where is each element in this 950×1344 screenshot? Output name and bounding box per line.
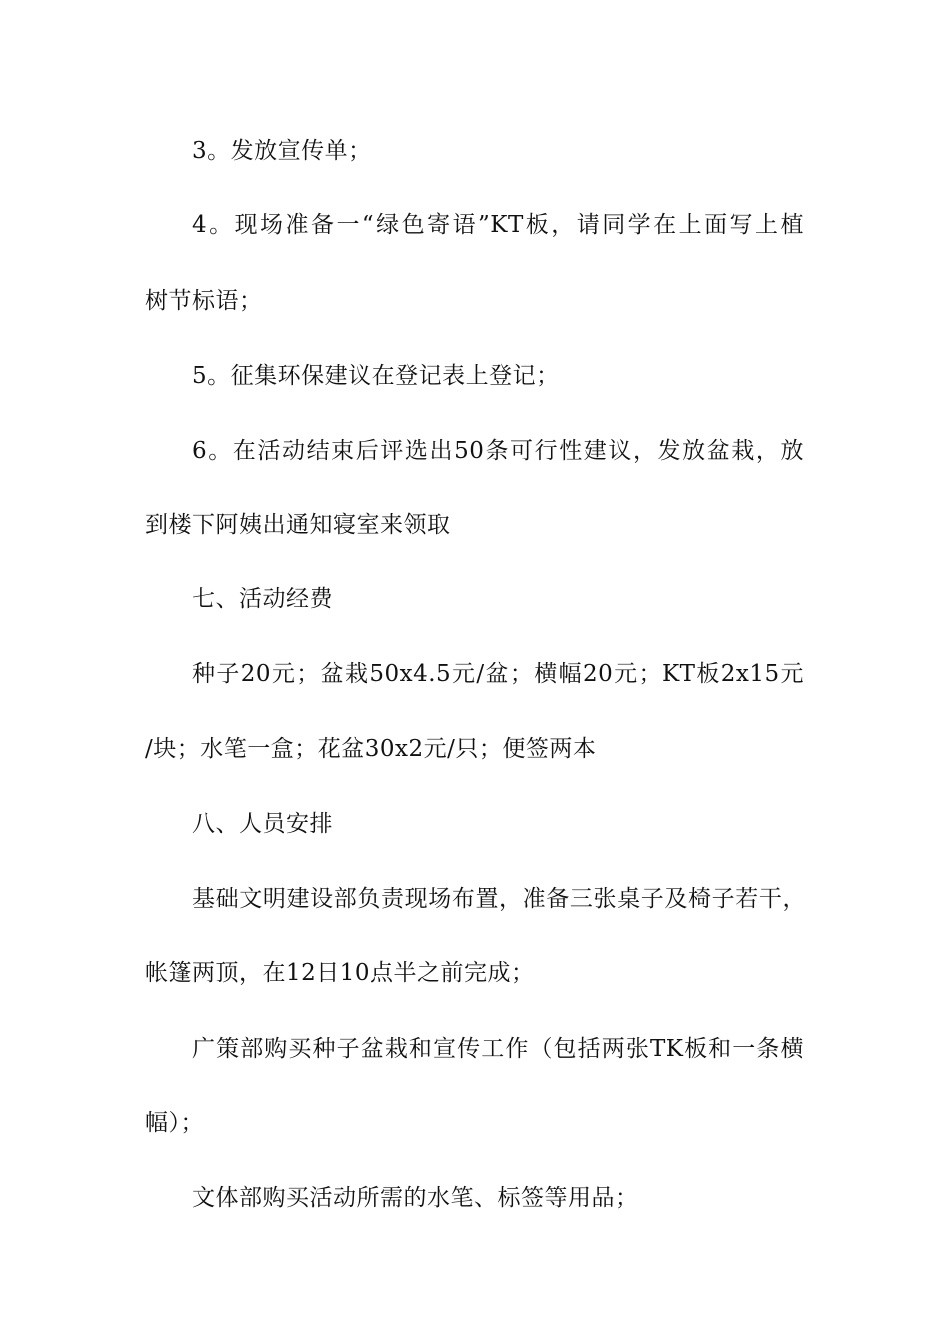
paragraph-line: 到楼下阿姨出通知寝室来领取 (145, 512, 451, 538)
paragraph-line: 基础文明建设部负责现场布置，准备三张桌子及椅子若干， (192, 886, 806, 912)
paragraph-line: /块；水笔一盒；花盆30x2元/只；便签两本 (145, 736, 597, 762)
paragraph-line: 4。现场准备一“绿色寄语”KT板，请同学在上面写上植 (192, 212, 804, 238)
paragraph-line: 文体部购买活动所需的水笔、标签等用品； (192, 1185, 639, 1211)
section-heading: 八、人员安排 (192, 811, 333, 837)
paragraph-line: 广策部购买种子盆栽和宣传工作（包括两张TK板和一条横 (192, 1036, 804, 1062)
paragraph-line: 幅）； (145, 1110, 204, 1136)
paragraph-line: 5。征集环保建议在登记表上登记； (192, 363, 560, 389)
paragraph-line: 6。在活动结束后评选出50条可行性建议，发放盆栽，放 (192, 438, 804, 464)
paragraph-line: 3。发放宣传单； (192, 138, 372, 164)
section-heading: 七、活动经费 (192, 586, 333, 612)
paragraph-line: 帐篷两顶，在12日10点半之前完成； (145, 960, 535, 986)
paragraph-line: 种子20元；盆栽50x4.5元/盆；横幅20元；KT板2x15元 (192, 661, 804, 687)
paragraph-line: 树节标语； (145, 288, 263, 314)
